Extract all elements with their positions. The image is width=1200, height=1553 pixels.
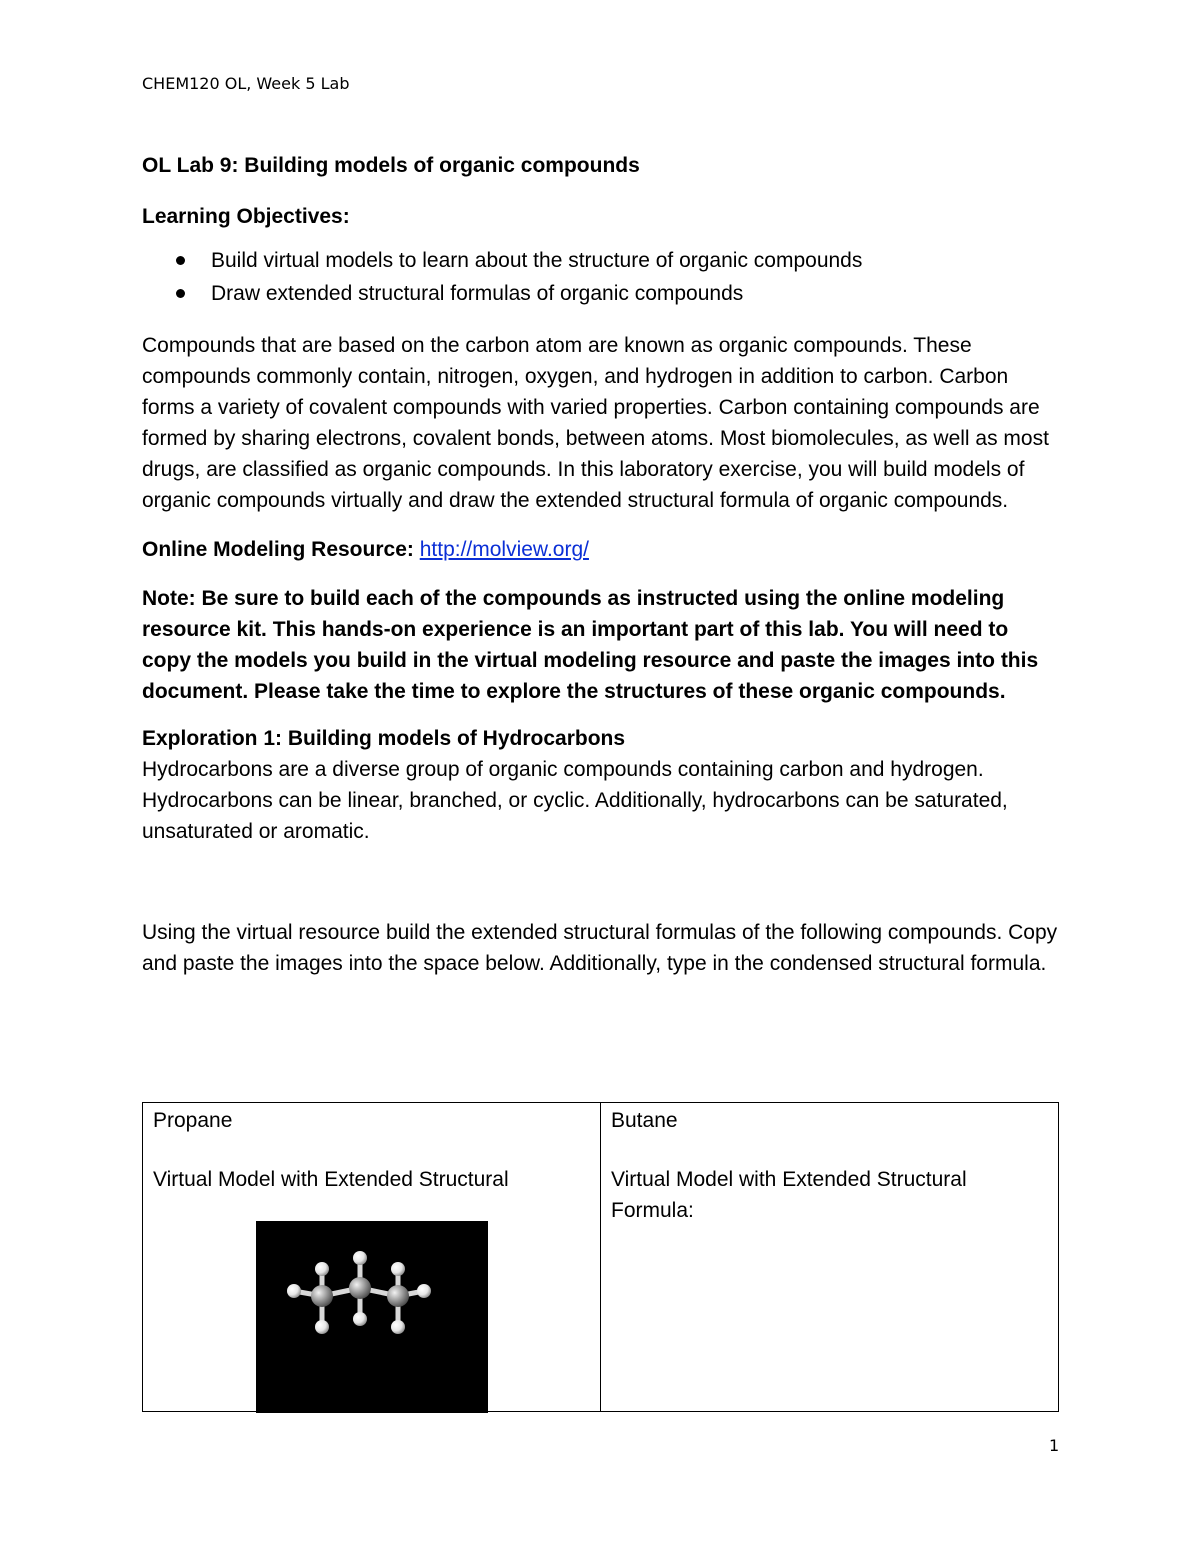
butane-cell[interactable] (601, 1103, 1059, 1412)
models-table (142, 1102, 1059, 1412)
propane-subtitle: Virtual Model with Extended Structural (153, 1168, 509, 1191)
objective-item: Draw extended structural formulas of organic compounds (142, 277, 1062, 310)
exploration-heading: Exploration 1: Building models of Hydrocarbons (142, 727, 626, 750)
lab-title: OL Lab 9: Building models of organic compounds (142, 154, 640, 177)
intro-paragraph: Compounds that are based on the carbon atom are known as organic compounds. These compounds commonly contain, nitrogen, oxygen, and hydrogen in addition to carbon. Carbon forms a variety of covalent compounds with varied properties. Carbon containing compounds are formed by sharing electrons, covalent bonds, between atoms. Most biomolecules, as well as most drugs, are classified as organic compounds. In this laboratory exercise, you will build models of organic compounds virtually and draw the extended structural formula of organic compounds. (142, 334, 1049, 512)
resource-line (142, 534, 1062, 565)
propane-cell[interactable] (143, 1103, 601, 1412)
document-body (142, 150, 1062, 995)
instructions-paragraph: Using the virtual resource build the extended structural formulas of the following compounds. Copy and paste the images into the space below. Additionally, type in the condensed structural formula. (142, 921, 1058, 975)
exploration-text: Hydrocarbons are a diverse group of organic compounds containing carbon and hydrogen. Hydrocarbons can be linear, branched, or cyclic. Additionally, hydrocarbons can be saturated, unsaturated or aromatic. (142, 758, 1008, 843)
page-header: CHEM120 OL, Week 5 Lab (142, 74, 350, 93)
objective-item: Build virtual models to learn about the structure of organic compounds (142, 244, 1062, 277)
molview-link[interactable]: http://molview.org/ (419, 538, 589, 561)
propane-label: Propane (153, 1109, 233, 1132)
note-paragraph: Note: Be sure to build each of the compounds as instructed using the online modeling resource kit. This hands-on experience is an important part of this lab. You will need to copy the models you build in the virtual modeling resource and paste the images into this document. Please take the time to explore the structures of these organic compounds. (142, 587, 1039, 703)
learning-objectives-heading: Learning Objectives: (142, 205, 350, 228)
objectives-list (142, 244, 1062, 310)
butane-subtitle: Virtual Model with Extended Structural Formula: (611, 1168, 967, 1222)
butane-label: Butane (611, 1109, 678, 1132)
resource-label: Online Modeling Resource: (142, 538, 414, 561)
propane-molecule-icon (256, 1221, 488, 1413)
propane-model-image (256, 1221, 488, 1413)
page-number: 1 (1049, 1436, 1060, 1455)
